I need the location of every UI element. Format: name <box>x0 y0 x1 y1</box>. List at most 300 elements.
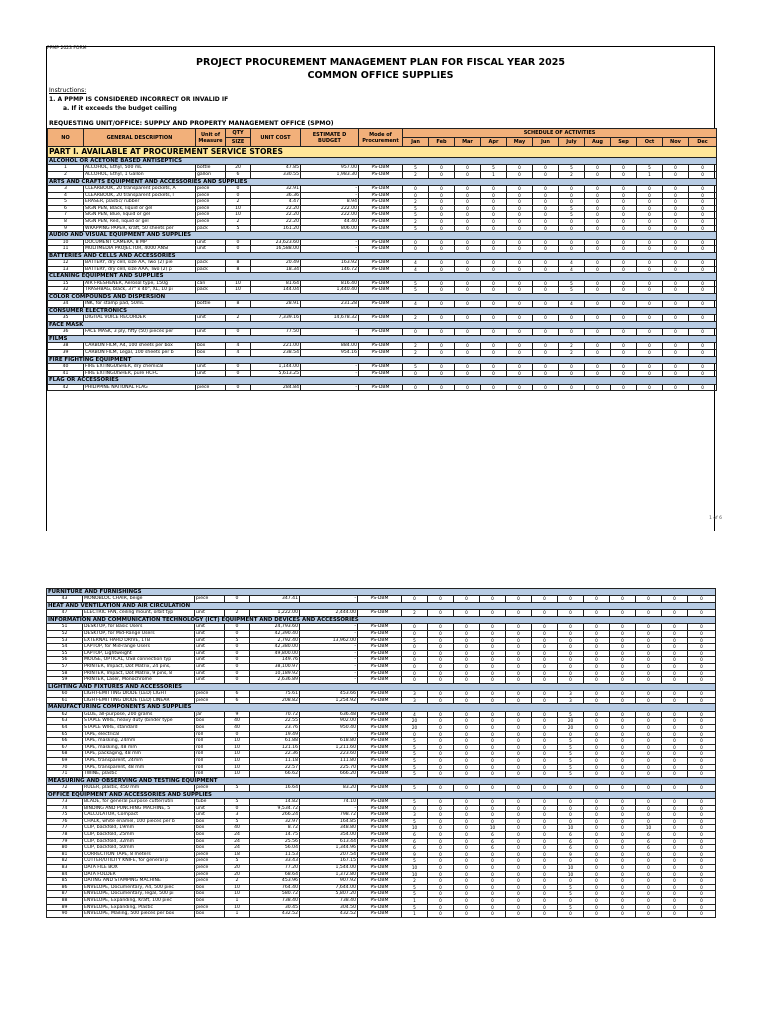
item-mode: PS-DBM <box>358 731 402 738</box>
schedule-cell: 0 <box>558 670 584 677</box>
schedule-cell: 0 <box>429 266 455 273</box>
schedule-cell: 0 <box>532 757 558 764</box>
item-unit-cost: 23.76 <box>250 724 300 731</box>
schedule-cell: 0 <box>689 192 717 199</box>
item-no: 4 <box>48 192 84 199</box>
schedule-cell: 0 <box>663 384 689 391</box>
schedule-cell: 0 <box>688 724 716 731</box>
item-description: TAPE, masking, 48 mm <box>83 744 195 751</box>
schedule-cell: 0 <box>532 691 558 698</box>
schedule-cell: 0 <box>688 871 716 878</box>
schedule-cell: 0 <box>506 718 532 725</box>
schedule-cell: 0 <box>533 172 559 179</box>
header-qty: QTY <box>226 129 251 138</box>
item-no: 75 <box>47 812 83 819</box>
header-month: Feb <box>429 138 455 147</box>
schedule-cell: 0 <box>584 650 610 657</box>
schedule-cell: 0 <box>428 832 454 839</box>
item-description: DESKTOP, for Basic Users <box>83 624 195 631</box>
item-description: AIR FRESHENER, Aerosol type, 150g <box>84 280 196 287</box>
schedule-cell: 0 <box>455 199 481 206</box>
item-mode: PS-DBM <box>358 744 402 751</box>
item-budget: 798.72 <box>300 812 358 819</box>
table-row <box>48 370 717 377</box>
schedule-cell: 0 <box>688 818 716 825</box>
schedule-cell: 0 <box>532 845 558 852</box>
item-no: 89 <box>47 904 83 911</box>
schedule-cell: 0 <box>506 845 532 852</box>
schedule-cell: 10 <box>636 825 662 832</box>
item-budget: 231.28 <box>301 301 359 308</box>
schedule-cell: 0 <box>402 631 428 638</box>
schedule-cell: 0 <box>481 199 507 206</box>
item-qty: 24 <box>225 845 250 852</box>
item-no: 1 <box>48 165 84 172</box>
schedule-cell: 0 <box>610 898 636 905</box>
item-description: RULER, plastic, 450 mm <box>83 785 195 792</box>
schedule-cell: 5 <box>402 904 428 911</box>
schedule-cell: 5 <box>558 757 584 764</box>
schedule-cell: 0 <box>610 851 636 858</box>
schedule-cell: 0 <box>507 363 533 370</box>
schedule-cell: 0 <box>662 731 688 738</box>
item-budget: 1,372.80 <box>300 871 358 878</box>
category-row <box>47 777 716 784</box>
schedule-cell: 0 <box>610 799 636 806</box>
schedule-cell: 0 <box>584 738 610 745</box>
item-unit: unit <box>196 239 226 246</box>
item-qty: 8 <box>226 266 251 273</box>
schedule-cell: 0 <box>610 891 636 898</box>
item-unit: unit <box>195 610 225 617</box>
schedule-cell: 0 <box>480 724 506 731</box>
schedule-cell: 0 <box>532 771 558 778</box>
item-unit-cost: 453.96 <box>250 878 300 885</box>
schedule-cell: 0 <box>506 670 532 677</box>
schedule-cell: 4 <box>559 301 585 308</box>
header-budget: ESTIMATE D BUDGET <box>301 129 359 147</box>
item-unit: roll <box>195 744 225 751</box>
item-no: 90 <box>47 911 83 918</box>
schedule-cell: 0 <box>662 871 688 878</box>
schedule-cell: 3 <box>402 691 428 698</box>
schedule-cell: 0 <box>429 205 455 212</box>
item-mode: PS-DBM <box>359 363 403 370</box>
schedule-cell: 0 <box>688 711 716 718</box>
schedule-cell: 5 <box>637 165 663 172</box>
item-no: 87 <box>47 891 83 898</box>
schedule-cell: 0 <box>533 329 559 336</box>
item-no: 83 <box>47 865 83 872</box>
schedule-cell: 0 <box>611 363 637 370</box>
table-row <box>47 757 716 764</box>
schedule-cell: 0 <box>454 904 480 911</box>
schedule-cell: 0 <box>637 301 663 308</box>
schedule-cell: 0 <box>507 246 533 253</box>
schedule-cell: 0 <box>455 329 481 336</box>
schedule-cell: 0 <box>584 697 610 704</box>
schedule-cell: 0 <box>584 657 610 664</box>
schedule-cell: 0 <box>688 691 716 698</box>
item-no: 42 <box>48 384 84 391</box>
item-unit: piece <box>196 218 226 225</box>
item-unit-cost: 5,613.25 <box>251 370 301 377</box>
category-label: ALCOHOL OR ACETONE BASED ANTISEPTICS <box>48 158 717 165</box>
schedule-cell: 0 <box>480 898 506 905</box>
schedule-cell: 0 <box>662 898 688 905</box>
schedule-cell: 0 <box>662 799 688 806</box>
item-qty: 24 <box>225 838 250 845</box>
schedule-cell: 0 <box>559 199 585 206</box>
item-no: 39 <box>48 349 84 356</box>
schedule-cell: 5 <box>558 711 584 718</box>
table-row <box>47 878 716 885</box>
schedule-cell: 0 <box>610 663 636 670</box>
table-row <box>47 637 716 644</box>
schedule-cell: 0 <box>636 751 662 758</box>
table-row <box>47 845 716 852</box>
item-unit-cost: 68.64 <box>250 871 300 878</box>
item-unit-cost: 2,636.89 <box>250 677 300 684</box>
schedule-cell: 0 <box>636 805 662 812</box>
schedule-cell: 0 <box>610 832 636 839</box>
schedule-cell: 0 <box>480 851 506 858</box>
schedule-cell: 0 <box>506 731 532 738</box>
schedule-cell: 0 <box>455 239 481 246</box>
item-unit-cost: 49,800.00 <box>250 650 300 657</box>
schedule-cell: 0 <box>637 343 663 350</box>
schedule-cell: 0 <box>689 280 717 287</box>
item-no: 73 <box>47 799 83 806</box>
schedule-cell: 9 <box>558 851 584 858</box>
schedule-cell: 0 <box>688 838 716 845</box>
item-qty: 1 <box>225 911 250 918</box>
header-month: May <box>507 138 533 147</box>
schedule-cell: 0 <box>611 329 637 336</box>
header-unit: Unit of Measure <box>196 129 226 147</box>
schedule-cell: 0 <box>610 871 636 878</box>
schedule-cell: 0 <box>455 192 481 199</box>
item-description: TAPE, packaging, 48 mm <box>83 751 195 758</box>
schedule-cell: 0 <box>662 832 688 839</box>
schedule-cell: 0 <box>480 764 506 771</box>
schedule-cell: 0 <box>584 757 610 764</box>
schedule-cell: 0 <box>506 898 532 905</box>
schedule-cell: 0 <box>480 744 506 751</box>
item-qty: 5 <box>225 818 250 825</box>
schedule-cell: 0 <box>637 260 663 267</box>
item-unit-cost: 61.88 <box>250 738 300 745</box>
item-qty: 0 <box>225 644 250 651</box>
schedule-cell: 0 <box>428 799 454 806</box>
item-unit: unit <box>195 805 225 812</box>
item-unit-cost: 32.97 <box>250 818 300 825</box>
item-qty: 6 <box>226 172 251 179</box>
schedule-cell: 0 <box>532 738 558 745</box>
category-row <box>48 178 717 185</box>
item-no: 69 <box>47 757 83 764</box>
item-budget: 432.52 <box>300 911 358 918</box>
schedule-cell: 0 <box>480 904 506 911</box>
item-unit-cost: 19.49 <box>250 731 300 738</box>
item-unit: box <box>195 825 225 832</box>
schedule-cell: 0 <box>506 697 532 704</box>
item-unit-cost: 8.72 <box>250 825 300 832</box>
table-row <box>47 838 716 845</box>
schedule-cell: 0 <box>689 199 717 206</box>
schedule-cell: 0 <box>663 172 689 179</box>
schedule-cell: 0 <box>688 858 716 865</box>
schedule-cell: 0 <box>610 697 636 704</box>
schedule-cell: 0 <box>584 898 610 905</box>
item-unit-cost: 22.55 <box>250 718 300 725</box>
schedule-cell: 5 <box>558 744 584 751</box>
schedule-cell: 0 <box>688 878 716 885</box>
schedule-cell: 0 <box>532 878 558 885</box>
schedule-cell: 0 <box>585 280 611 287</box>
schedule-cell: 0 <box>532 744 558 751</box>
schedule-cell: 0 <box>454 691 480 698</box>
schedule-cell: 5 <box>402 757 428 764</box>
schedule-cell: 0 <box>636 871 662 878</box>
item-unit: unit <box>196 363 226 370</box>
schedule-cell: 4 <box>402 711 428 718</box>
item-no: 62 <box>47 711 83 718</box>
schedule-cell: 0 <box>402 644 428 651</box>
schedule-cell: 5 <box>481 165 507 172</box>
schedule-cell: 0 <box>584 624 610 631</box>
schedule-cell: 0 <box>532 838 558 845</box>
table-row <box>47 884 716 891</box>
item-budget: 14,678.32 <box>301 315 359 322</box>
schedule-cell: 0 <box>533 349 559 356</box>
schedule-cell: 0 <box>585 218 611 225</box>
schedule-cell: 0 <box>480 596 506 603</box>
header-month: Dec <box>689 138 717 147</box>
schedule-cell: 0 <box>507 205 533 212</box>
schedule-cell: 0 <box>662 771 688 778</box>
schedule-cell: 0 <box>636 904 662 911</box>
schedule-cell: 0 <box>429 246 455 253</box>
schedule-cell: 0 <box>585 192 611 199</box>
header-mode: Mode of Procurement <box>359 129 403 147</box>
schedule-cell: 0 <box>403 370 429 377</box>
schedule-cell: 0 <box>429 225 455 232</box>
table-row <box>48 192 717 199</box>
schedule-cell: 0 <box>480 711 506 718</box>
schedule-cell: 0 <box>636 764 662 771</box>
schedule-cell: 0 <box>688 764 716 771</box>
item-no: 88 <box>47 898 83 905</box>
item-unit-cost: 121.16 <box>250 744 300 751</box>
category-row <box>48 321 717 328</box>
table-row <box>48 239 717 246</box>
header-month: Apr <box>481 138 507 147</box>
schedule-cell: 0 <box>558 858 584 865</box>
item-no: 5 <box>48 199 84 206</box>
schedule-cell: 0 <box>584 878 610 885</box>
schedule-cell: 0 <box>429 172 455 179</box>
item-description: CLEARBOOK, 20 transparent pockets, l <box>84 192 196 199</box>
header-unit-cost: UNIT COST <box>251 129 301 147</box>
item-unit-cost: 14.75 <box>250 832 300 839</box>
schedule-cell: 0 <box>506 724 532 731</box>
schedule-cell: 0 <box>584 731 610 738</box>
schedule-cell: 0 <box>611 212 637 219</box>
item-unit: piece <box>196 192 226 199</box>
schedule-cell: 0 <box>636 677 662 684</box>
item-unit: unit <box>195 631 225 638</box>
schedule-cell: 5 <box>403 212 429 219</box>
schedule-cell: 0 <box>585 205 611 212</box>
schedule-cell: 0 <box>636 596 662 603</box>
schedule-cell: 0 <box>532 799 558 806</box>
schedule-cell: 0 <box>610 845 636 852</box>
schedule-cell: 0 <box>454 663 480 670</box>
table-row <box>47 670 716 677</box>
schedule-cell: 0 <box>662 718 688 725</box>
table-row <box>47 891 716 898</box>
schedule-cell: 0 <box>689 246 717 253</box>
schedule-cell: 0 <box>584 858 610 865</box>
schedule-cell: 0 <box>636 731 662 738</box>
schedule-cell: 0 <box>636 631 662 638</box>
item-unit: piece <box>195 851 225 858</box>
schedule-cell: 5 <box>403 363 429 370</box>
item-description: INK, for stamp pad, 50mL <box>84 301 196 308</box>
schedule-cell: 0 <box>402 805 428 812</box>
item-mode: PS-DBM <box>358 697 402 704</box>
schedule-cell: 0 <box>688 898 716 905</box>
schedule-cell: 0 <box>481 384 507 391</box>
schedule-cell: 0 <box>532 858 558 865</box>
table-row <box>48 172 717 179</box>
category-row <box>47 617 716 624</box>
schedule-cell: 9 <box>402 851 428 858</box>
schedule-cell: 0 <box>636 663 662 670</box>
item-mode: PS-DBM <box>359 225 403 232</box>
item-unit: piece <box>195 871 225 878</box>
item-description: TRASHBAG, black, 37" x 40", XL, 10 pi <box>84 287 196 294</box>
schedule-cell: 0 <box>532 825 558 832</box>
schedule-cell: 0 <box>454 711 480 718</box>
item-mode: PS-DBM <box>358 711 402 718</box>
schedule-cell: 0 <box>689 218 717 225</box>
item-no: 66 <box>47 738 83 745</box>
schedule-cell: 0 <box>480 663 506 670</box>
table-row <box>48 343 717 350</box>
item-unit-cost: 22.20 <box>251 205 301 212</box>
schedule-cell: 5 <box>558 904 584 911</box>
item-qty: 0 <box>225 677 250 684</box>
schedule-cell: 0 <box>558 911 584 918</box>
schedule-cell: 0 <box>532 764 558 771</box>
item-budget: 8.94 <box>301 199 359 206</box>
schedule-cell: 0 <box>662 911 688 918</box>
schedule-cell: 5 <box>403 280 429 287</box>
schedule-cell: 0 <box>558 610 584 617</box>
schedule-cell: 0 <box>559 225 585 232</box>
item-no: 2 <box>48 172 84 179</box>
item-budget: 1,983.30 <box>301 172 359 179</box>
schedule-cell: 0 <box>532 751 558 758</box>
item-description: SIGN PEN, Black, liquid or gel <box>84 205 196 212</box>
schedule-cell: 0 <box>455 186 481 193</box>
item-qty: 10 <box>225 884 250 891</box>
item-budget: 348.80 <box>300 825 358 832</box>
schedule-cell: 0 <box>636 812 662 819</box>
schedule-cell: 0 <box>637 239 663 246</box>
schedule-cell: 0 <box>455 246 481 253</box>
schedule-cell: 0 <box>636 724 662 731</box>
schedule-cell: 0 <box>454 871 480 878</box>
schedule-cell: 0 <box>532 670 558 677</box>
item-description: CLEARBOOK, 20 transparent pockets, A <box>84 186 196 193</box>
schedule-cell: 0 <box>610 805 636 812</box>
item-budget: - <box>300 677 358 684</box>
schedule-cell: 0 <box>481 186 507 193</box>
schedule-cell: 0 <box>428 764 454 771</box>
table-row <box>47 610 716 617</box>
schedule-cell: 0 <box>532 865 558 872</box>
schedule-cell: 0 <box>585 287 611 294</box>
item-mode: PS-DBM <box>359 260 403 267</box>
schedule-cell: 0 <box>402 731 428 738</box>
schedule-cell: 0 <box>663 246 689 253</box>
schedule-cell: 0 <box>429 343 455 350</box>
table-row <box>47 596 716 603</box>
item-mode: PS-DBM <box>358 812 402 819</box>
item-unit-cost: 56.04 <box>250 845 300 852</box>
item-mode: PS-DBM <box>359 343 403 350</box>
schedule-cell: 0 <box>481 239 507 246</box>
item-budget: - <box>300 731 358 738</box>
schedule-cell: 0 <box>610 637 636 644</box>
schedule-cell: 0 <box>611 266 637 273</box>
schedule-cell: 0 <box>455 280 481 287</box>
schedule-cell: 0 <box>636 771 662 778</box>
item-description: SIGN PEN, Blue, liquid or gel <box>84 212 196 219</box>
item-unit: roll <box>195 738 225 745</box>
schedule-cell: 0 <box>662 884 688 891</box>
page-number: 1 of 6 <box>709 516 722 521</box>
table-row <box>48 199 717 206</box>
schedule-cell: 0 <box>454 818 480 825</box>
item-budget: 636.48 <box>300 711 358 718</box>
item-qty: 0 <box>226 363 251 370</box>
table-row <box>48 280 717 287</box>
schedule-cell: 0 <box>584 610 610 617</box>
schedule-cell: 0 <box>636 898 662 905</box>
item-qty: 0 <box>226 186 251 193</box>
schedule-cell: 0 <box>454 884 480 891</box>
schedule-cell: 0 <box>688 845 716 852</box>
item-budget: 83.20 <box>300 785 358 792</box>
item-budget: 1,440.40 <box>301 287 359 294</box>
schedule-cell: 0 <box>403 329 429 336</box>
item-budget: 1,544.00 <box>300 865 358 872</box>
schedule-cell: 0 <box>506 832 532 839</box>
item-mode: PS-DBM <box>359 172 403 179</box>
item-unit: piece <box>195 878 225 885</box>
schedule-cell: 0 <box>637 287 663 294</box>
schedule-cell: 0 <box>454 764 480 771</box>
schedule-cell: 0 <box>532 644 558 651</box>
schedule-cell: 0 <box>428 825 454 832</box>
schedule-cell: 0 <box>663 280 689 287</box>
schedule-cell: 0 <box>455 225 481 232</box>
item-qty: 2 <box>225 878 250 885</box>
